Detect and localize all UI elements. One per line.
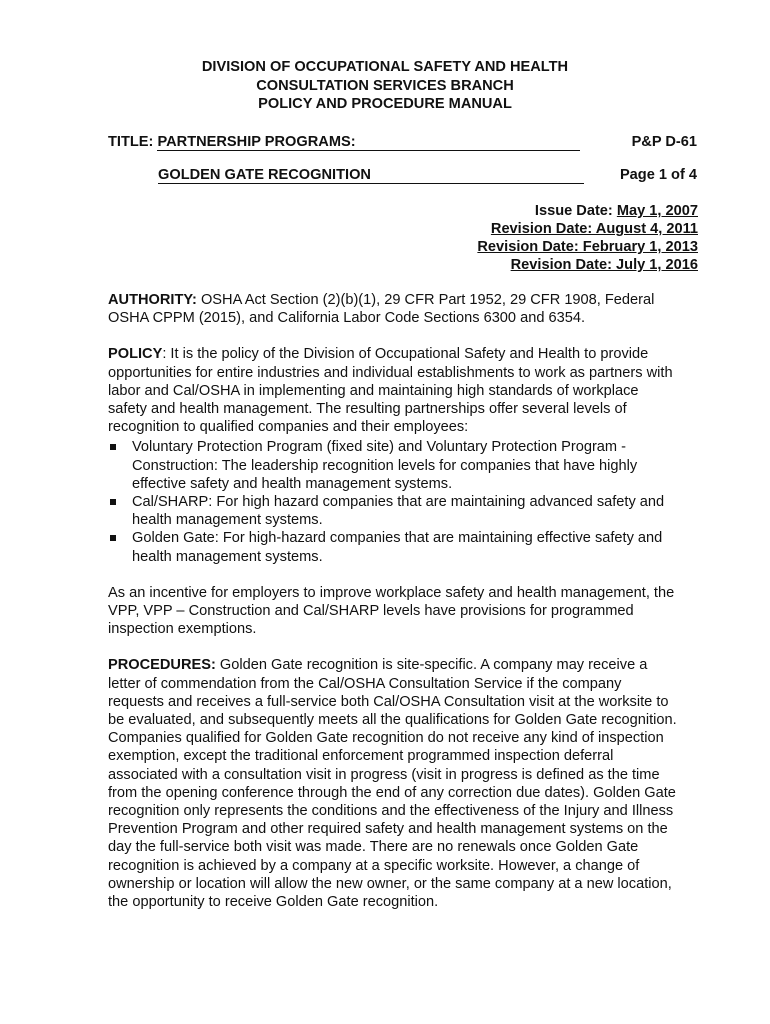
document-body — [108, 291, 708, 929]
dates-block — [477, 202, 698, 274]
incentive-paragraph: As an incentive for employers to improve workplace safety and health management, the VPP, VPP – Construction and Cal/SHARP levels have provisions for programmed inspection exemptions. — [108, 584, 675, 638]
revision-date-1: Revision Date: August 4, 2011 — [490, 221, 698, 237]
revision-date-2: Revision Date: February 1, 2013 — [477, 239, 698, 255]
policy-bullet-list — [108, 438, 708, 565]
procedures-paragraph: PROCEDURES: Golden Gate recognition is site-specific. A company may receive a letter of commendation from the Cal/OSHA Consultation Service if the company requests and receives a full-service both Cal/OSHA Consultation visit at the worksite to be evaluated, and subsequently meets all the qualifications for Golden Gate recognition. Companies qualified for Golden Gate recognition do not receive any kind of inspection exemption, except the traditional enforcement programmed inspection deferral associated with a consultation visit in progress (visit in progress is defined as the time from the opening conference through the end of any correction due dates). Golden Gate recognition only represents the conditions and the effectiveness of the Injury and Illness Prevention Program and other required safety and health management systems on the day the full-service both visit was made. There are no renewals once Golden Gate recognition is achieved by a company at a specific worksite. However, a change of ownership or location will allow the new owner, or the same company at a new location, the opportunity to receive Golden Gate recognition. — [108, 657, 677, 911]
list-item: Cal/SHARP: For high hazard companies that are maintaining advanced safety and health management systems. — [108, 493, 708, 529]
authority-label: AUTHORITY: — [108, 292, 197, 308]
subtitle-row — [158, 166, 584, 184]
title-row — [108, 133, 580, 151]
list-item: Voluntary Protection Program (fixed site) and Voluntary Protection Program - Construction: The leadership recognition levels for companies that have highly effective safety and health management systems. — [108, 438, 708, 493]
revision-date-3: Revision Date: July 1, 2016 — [510, 257, 698, 273]
bullet-icon — [110, 535, 116, 541]
header-line-2: CONSULTATION SERVICES BRANCH — [256, 77, 514, 94]
document-header — [0, 58, 770, 114]
header-line-1: DIVISION OF OCCUPATIONAL SAFETY AND HEALTH — [201, 59, 569, 75]
policy-paragraph: POLICY: It is the policy of the Division of Occupational Safety and Health to provide opportunities for entire industries and individual establishments to work as partners with labor and Cal/OSHA in implementing and maintaining high standards of workplace safety and health management. The resulting partnerships offer several levels of recognition to qualified companies and their employees: — [108, 346, 673, 436]
header-line-3: POLICY AND PROCEDURE MANUAL — [258, 96, 512, 112]
subtitle: GOLDEN GATE RECOGNITION — [158, 168, 584, 184]
policy-code: P&P D-61 — [631, 134, 697, 150]
bullet-icon — [110, 444, 116, 450]
list-item: Golden Gate: For high-hazard companies that are maintaining effective safety and health management systems. — [108, 529, 708, 565]
title-value: PARTNERSHIP PROGRAMS: — [157, 135, 580, 151]
page-number: Page 1 of 4 — [619, 167, 697, 183]
procedures-label: PROCEDURES: — [108, 657, 216, 674]
bullet-icon — [110, 499, 116, 505]
issue-date: Issue Date: May 1, 2007 — [534, 203, 698, 219]
authority-paragraph: AUTHORITY: OSHA Act Section (2)(b)(1), 29 CFR Part 1952, 29 CFR 1908, Federal OSHA CPPM (2015), and California Labor Code Sections 6300 and 6354. — [108, 292, 655, 327]
policy-label: POLICY — [108, 346, 163, 363]
title-label: TITLE: — [108, 134, 154, 150]
